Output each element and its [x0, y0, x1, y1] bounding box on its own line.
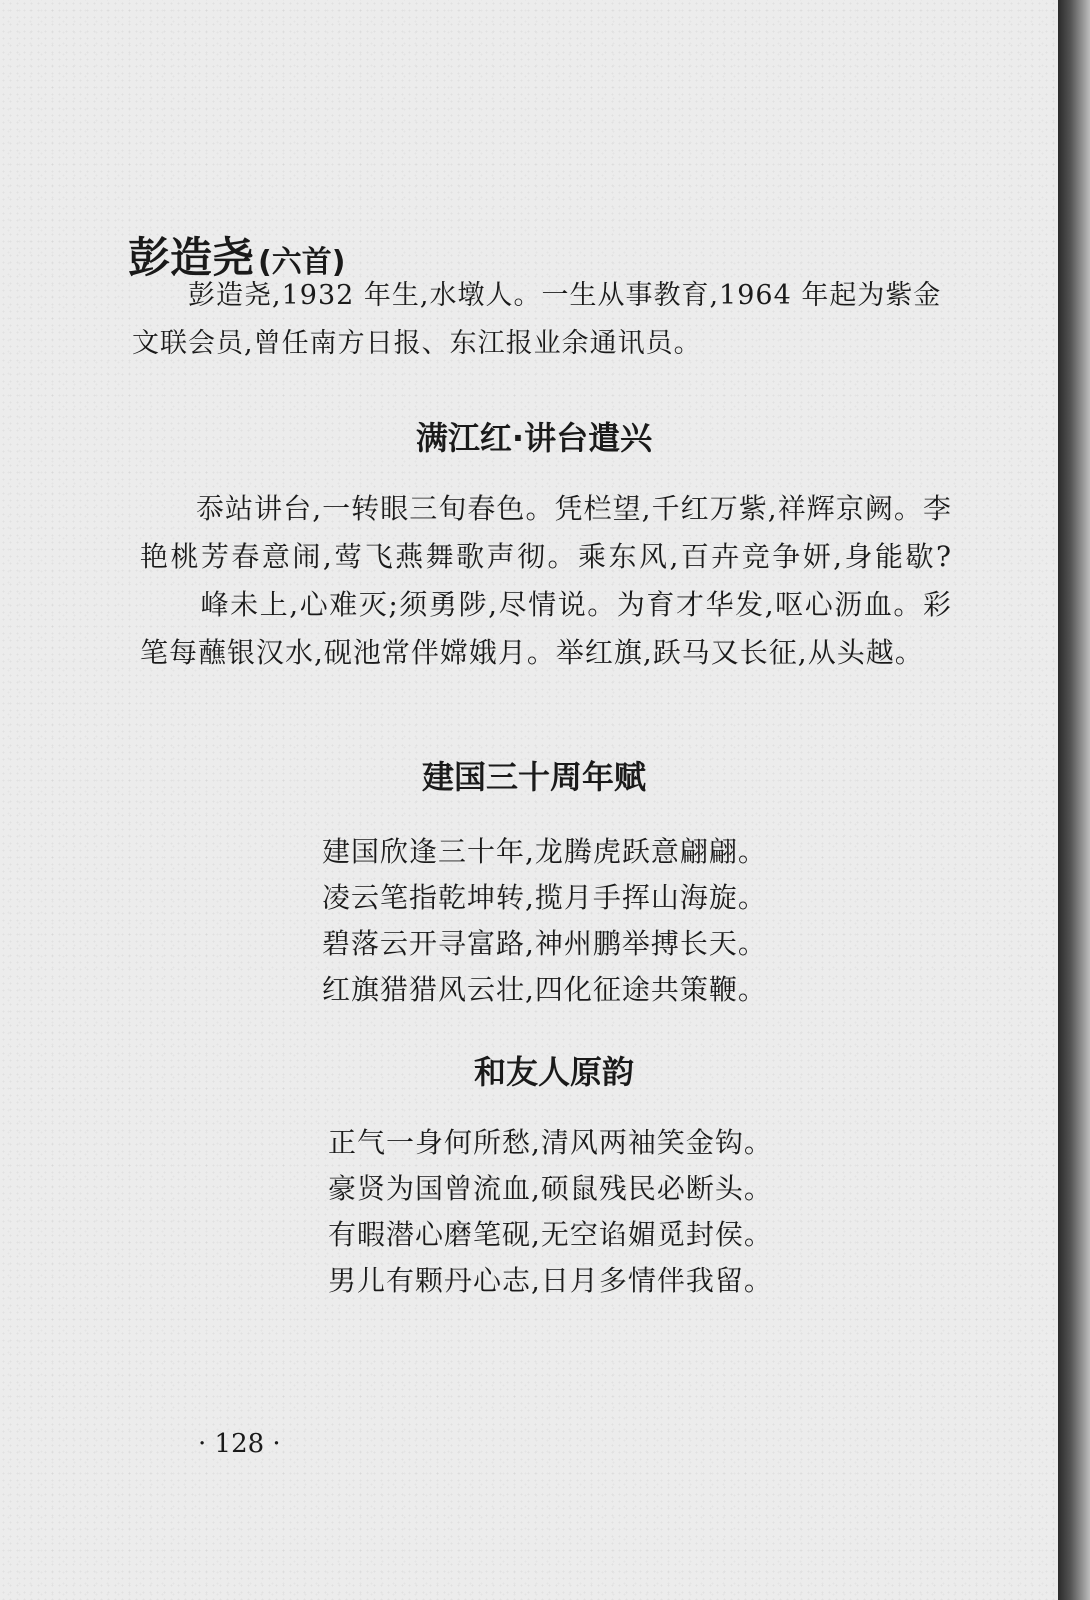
verse-line: 凌云笔指乾坤转,揽月手挥山海旋。 — [322, 881, 767, 914]
poem-count: (六首) — [258, 245, 346, 280]
author-name: 彭造尧 — [128, 233, 255, 282]
page-number: · 128 · — [198, 1429, 281, 1459]
poem-body-1-part1: 忝站讲台,一转眼三旬春色。凭栏望,千红万紫,祥辉京阙。李艳桃芳春意闹,莺飞燕舞歌声彻。乘东风,百卉竞争妍,身能歇? — [140, 492, 952, 573]
verse-line: 男儿有颗丹心志,日月多情伴我留。 — [328, 1264, 773, 1297]
poem-title-3: 和友人原韵 — [473, 1053, 634, 1091]
poem-body-1 — [140, 485, 952, 677]
verse-line: 红旗猎猎风云壮,四化征途共策鞭。 — [322, 973, 767, 1006]
poem-body-1-part2: 峰未上,心难灭;须勇陟,尽情说。为育才华发,呕心沥血。彩笔每蘸银汉水,砚池常伴嫦娥月。举红旗,跃马又长征,从头越。 — [140, 588, 952, 669]
verse-line: 豪贤为国曾流血,硕鼠残民必断头。 — [328, 1172, 773, 1205]
poem-title-1: 满江红·讲台遣兴 — [415, 419, 653, 457]
poem-title-2: 建国三十周年赋 — [421, 758, 646, 796]
poem-body-3 — [328, 1120, 773, 1304]
scan-edge-shadow — [1058, 0, 1090, 1600]
verse-line: 建国欣逢三十年,龙腾虎跃意翩翩。 — [322, 835, 767, 868]
verse-line: 正气一身何所愁,清风两袖笑金钩。 — [328, 1126, 773, 1159]
verse-line: 有暇潜心磨笔砚,无空谄媚觅封侯。 — [328, 1218, 773, 1251]
author-bio: 彭造尧,1932 年生,水墩人。一生从事教育,1964 年起为紫金文联会员,曾任南方日报、东江报业余通讯员。 — [132, 280, 942, 359]
poem-body-2 — [322, 829, 767, 1013]
verse-line: 碧落云开寻富路,神州鹏举搏长天。 — [322, 927, 767, 960]
